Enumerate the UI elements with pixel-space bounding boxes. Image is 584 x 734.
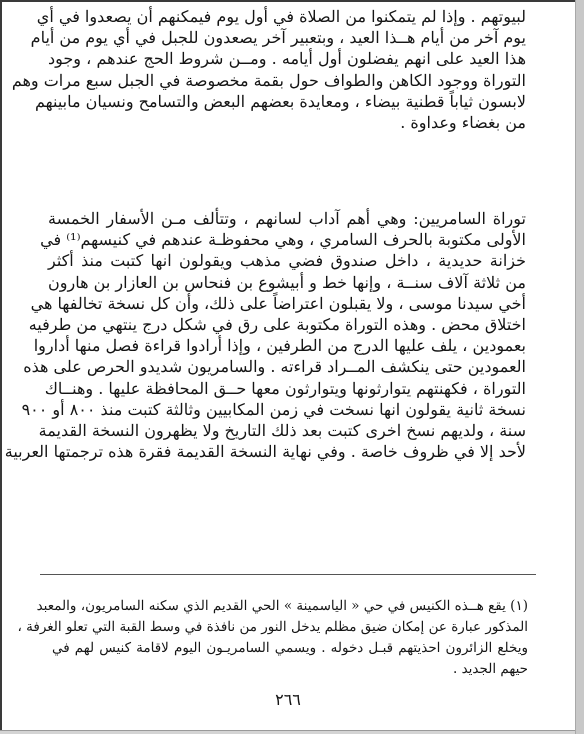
paragraph-pilgrimage — [11, 6, 527, 133]
footnote-line: (١) يقع هــذه الكنيس في حي « الياسمينة » الحي القديم الذي سكنه السامريون، والمعبد — [36, 598, 528, 614]
footnote-line: المذكور عبارة عن إمكان ضيق مظلم يدخل النور من نافذة في وسط القبة التي تعلو الغرفة ، — [17, 619, 528, 635]
text-line: من بغضاء وعداوة . — [400, 112, 526, 132]
text-line: لبيوتهم . وإذا لم يتمكنوا من الصلاة في أول يوم فيمكنهم أن يصعدوا في أي — [36, 7, 526, 26]
text-line: أخي سيدنا موسى ، ولا يقبلون اعتراضاً على ذلك، وأن كل نسخة تخالفها هي — [30, 293, 526, 313]
page-frame-left — [0, 0, 2, 730]
text-line: التوراة ووجود الكاهن والطواف حول بقمة مخصوصة في الجبل سبع مرات وهم — [11, 70, 526, 90]
text-line: لأحد إلا في ظروف خاصة . وفي نهاية النسخة القديمة فقرة هذه ترجمتها العربية — [4, 442, 526, 462]
text-line: توراة السامريين: وهي أهم آداب لسانهم ، وتتألف مـن الأسفار الخمسة — [48, 209, 526, 228]
text-line: يوم آخر من أيام هــذا العيد ، وبتعبير آخر يصعدون للجبل في أي يوم من أيام — [30, 28, 526, 48]
viewer-scrollbar[interactable] — [575, 0, 584, 734]
text-line: التوراة ، فكهنتهم يتوارثونها ويتوارثون معها حــق المحافظة عليها . وهنــاك — [44, 378, 526, 398]
text-line: الأولى مكتوبة بالحرف السامري ، وهي محفوظـة عندهم في كنيسهم⁽¹⁾ في — [40, 230, 526, 250]
footnote-line: ويخلع الزائرون احذيتهم قبـل دخوله . ويسمي السامريـون اليوم لاقامة كنيس لهم في — [52, 640, 528, 656]
text-line: بعمودين ، يلف عليها الدرج من الطرفين ، وإذا أرادوا قراءة فصل منها أداروا — [33, 336, 526, 356]
footnote-line: حيهم الجديد . — [452, 661, 528, 677]
footnote-divider — [40, 574, 536, 575]
text-line: نسخة ثانية يقولون انها نسخت في زمن المكابيين وثالثة كتبت منذ ٨٠٠ أو ٩٠٠ — [21, 399, 526, 419]
text-line: من ثلاثة آلاف سنــة ، وإنها خط و أبيشوع بن فنحاس بن العازار بن هارون — [48, 272, 526, 292]
paragraph-samaritan-torah — [4, 208, 526, 462]
page-frame-top — [0, 0, 576, 2]
text-line: اختلاق محض . وهذه التوراة مكتوبة على رق في شكل درج ينتهي من طرفيه — [28, 314, 526, 334]
page-number: ٢٦٦ — [275, 690, 301, 709]
text-line: خزانة حديدية ، داخل صندوق فضي مذهب ويقولون انها كتبت منذ أكثر — [48, 251, 526, 271]
footnote — [17, 596, 528, 680]
text-line: سنة ، ولديهم نسخ اخرى كتبت بعد ذلك التاريخ ولا يظهرون النسخة القديمة — [38, 420, 526, 440]
text-line: لابسون ثياباً قطنية بيضاء ، ومعايدة بعضهم البعض والتسامح ونسيان مابينهم — [34, 91, 526, 111]
text-line: هذا العيد على انهم يفضلون أول أيامه . ومــن شروط الحج عندهم ، وجود — [48, 49, 527, 69]
text-line: العمودين حتى ينكشف المــراد قراءته . والسامريون شديدو الحرص على هذه — [23, 357, 526, 377]
